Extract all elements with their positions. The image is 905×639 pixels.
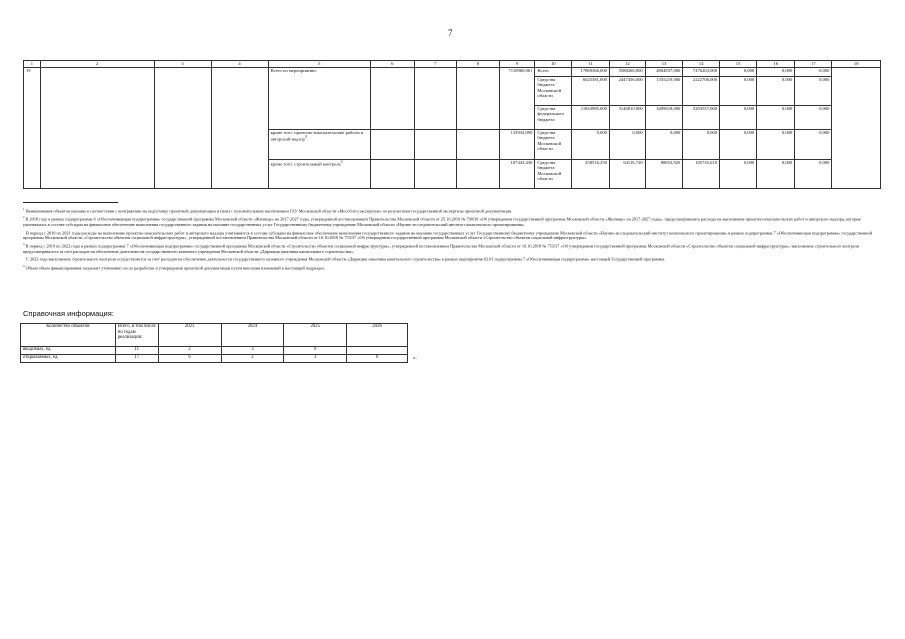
footnote [23, 264, 885, 271]
footnote-marker: 3 [304, 135, 307, 140]
footnote [23, 215, 885, 227]
control-label-text: кроме того: строительный контроль [270, 161, 341, 167]
empty-cell [211, 68, 268, 189]
reference-row-label: открываемых, ед. [21, 355, 116, 363]
amount-cell: 0,000 [795, 160, 832, 189]
footnote [23, 207, 885, 214]
footnote-divider [23, 202, 118, 203]
amount-cell: 0,000 [795, 68, 832, 77]
amount-cell: 5203557,000 [683, 106, 720, 130]
amount-cell: 0,000 [645, 130, 683, 160]
design-label-text: кроме того: проектно-изыскательские работы и авторский надзор [270, 130, 364, 142]
amount-cell: 2447456,000 [609, 77, 645, 106]
column-number: 1 [24, 61, 41, 68]
column-number: 8 [457, 61, 500, 68]
amount-cell: 0,000 [795, 106, 832, 130]
amount-cell: 17869366,000 [572, 68, 610, 77]
amount-cell: 0,000 [757, 106, 795, 130]
funding-table [23, 60, 881, 189]
footnotes [23, 207, 885, 272]
column-number: 12 [609, 61, 645, 68]
reference-cell: 6 [284, 347, 347, 355]
column-number: 10 [535, 61, 572, 68]
funding-source: Средства бюджета Московской области [535, 77, 572, 106]
reference-title: Справочная информация: [23, 309, 114, 318]
amount-cell: 258516,250 [572, 160, 610, 189]
column-number: 15 [720, 61, 757, 68]
amount-cell: 4804837,000 [645, 68, 683, 77]
reference-header: Количество объектов [21, 324, 116, 347]
footnote-number: 1 [23, 207, 25, 211]
empty-cell [370, 68, 414, 130]
design-label [268, 130, 370, 160]
amount-cell: 88653,920 [645, 160, 683, 189]
closing-quote-mark: ». [413, 356, 417, 361]
amount-cell: 3140810,000 [609, 106, 645, 130]
column-number: 17 [795, 61, 832, 68]
reference-table [20, 323, 408, 363]
reference-header: 2026 [347, 324, 408, 347]
funding-source: Средства бюджета Московской области [535, 130, 572, 160]
column-number: 3 [154, 61, 211, 68]
table-row [24, 68, 881, 77]
footnote-text: С 2023 года выполнение строительного контроля осуществляется за счет расходов на обеспечение деятельности государственного казенного учреждения Московской области «Дирекция заказчика капитального строительства» в рамках мероприятия 02.01 подпрограммы 7 «Обеспечивающая подпрограмма» настоящей Государственной программы. [26, 256, 666, 262]
reference-cell: 17 [115, 355, 158, 363]
column-number: 5 [268, 61, 370, 68]
amount-cell: 0,000 [720, 106, 757, 130]
reference-cell: 2 [221, 355, 284, 363]
reference-cell: 6 [158, 355, 221, 363]
control-value: 107443,430 [499, 160, 535, 189]
reference-header: Всего, в том числе по годам реализации: [115, 324, 158, 347]
column-number: 18 [832, 61, 881, 68]
empty-cell [154, 68, 211, 189]
column-number-row [24, 61, 881, 68]
control-label [268, 160, 370, 189]
table-row [21, 355, 408, 363]
amount-cell: 11843985,000 [572, 106, 610, 130]
amount-cell: 105745,610 [683, 160, 720, 189]
funding-source: Всего [535, 68, 572, 77]
amount-cell: 5588266,000 [609, 68, 645, 77]
empty-cell [40, 68, 154, 189]
funding-source: Средства федерального бюджета [535, 106, 572, 130]
column-number: 4 [211, 61, 268, 68]
footnote [23, 255, 885, 262]
column-number: 13 [645, 61, 683, 68]
amount-cell: 6025381,000 [572, 77, 610, 106]
amount-cell: 0,000 [683, 130, 720, 160]
reference-cell: 11 [115, 347, 158, 355]
reference-cell: 6 [347, 355, 408, 363]
amount-cell: 0,000 [757, 68, 795, 77]
footnote-number: 4 [23, 263, 25, 268]
empty-cell [457, 160, 500, 189]
footnote-text: Наименования объектов указаны в соответствии с контрактами на подготовку проектной документации и (или) с положительным заключением ГАУ Московской области «Мособлгосэкспертиза» по результатам государственной экспертизы проектной документации. [25, 208, 513, 214]
footnote-text: Объем объем финансирования подлежит уточнению после разработки и утверждения проектной документации путем внесения изменений в настоящий подраздел. [25, 265, 326, 271]
amount-cell: 0,000 [720, 77, 757, 106]
amount-cell: 0,000 [720, 68, 757, 77]
column-number: 11 [572, 61, 610, 68]
amount-cell: 3499618,000 [645, 106, 683, 130]
reference-cell: 2 [158, 347, 221, 355]
amount-cell: 0,000 [720, 160, 757, 189]
amount-cell: 0,000 [609, 130, 645, 160]
footnote-marker: 3 [340, 160, 343, 164]
design-value: 133934,090 [499, 130, 535, 160]
total-value: 7110960,061 [499, 68, 535, 130]
empty-cell [370, 160, 414, 189]
footnote-text: В период с 2019 по 2021 годы расходы на выполнение проектно-изыскательских работ и авторского надзора учитываются в составе субсидии на финансовое обеспечение выполнения государственного задания на оказание государственных услуг Государственному бюджетному учреждению Московской области «Научно-исследовательский институт комплексного проектирования» в рамках подпрограммы 7 «Обеспечивающая подпрограмма» государственной программы Московской области «Строительство объектов социальной инфраструктуры», утвержденной постановлением Правительства Московской области от 16.10.2018 № 753/37 «Об утверждении государственной программы Московской области «Строительство объектов социальной инфраструктуры». [23, 230, 872, 241]
empty-cell [414, 68, 457, 130]
column-number: 14 [683, 61, 720, 68]
column-number: 2 [40, 61, 154, 68]
amount-cell: 7476263,000 [683, 68, 720, 77]
footnote [23, 242, 885, 254]
amount-cell: 0,000 [572, 130, 610, 160]
amount-cell: 0,000 [757, 160, 795, 189]
empty-cell [414, 160, 457, 189]
empty-cell [832, 68, 881, 189]
footnote-text: В период с 2019 по 2022 годы в рамках подпрограммы 7 «Обеспечивающая подпрограмма» государственной программы Московской области «Строительство объектов социальной инфраструктуры», утвержденной постановлением Правительства Московской области от 16.10.2018 № 753/37 «Об утверждении государственной программы Московской области «Строительство объектов социальной инфраструктуры», выполнение строительного контроля предусматривалось за счет расходов на обеспечение деятельности государственного казенного учреждения Московской области «Дирекция заказчика капитального строительства». [23, 243, 859, 254]
reference-row-label: вводимых, ед. [21, 347, 116, 355]
amount-cell: 0,000 [720, 130, 757, 160]
amount-cell: 1355219,000 [645, 77, 683, 106]
column-number: 9 [499, 61, 535, 68]
reference-header-row [21, 324, 408, 347]
column-number: 7 [414, 61, 457, 68]
page-number: 7 [448, 28, 453, 38]
empty-cell [370, 130, 414, 160]
empty-cell [457, 68, 500, 130]
funding-source: Средства бюджета Московской области [535, 160, 572, 189]
footnote-number: 3 [23, 242, 25, 247]
footnote-text: В 2018 году в рамках подпрограммы 6 «Обеспечивающая подпрограмма» государственной программы Московской области «Жилище» на 2017-2027 годы, утвержденной постановлением Правительства Московской области от 25.10.2016 № 790/39 «Об утверждении государственной программы Московской области «Жилище» на 2017-2027 годы», предусматривались расходы на выполнение проектно-изыскательских работ и авторского надзора, которые учитывались в составе субсидии на финансовое обеспечение выполнения государственного задания на оказание государственных услуг Государственному бюджетному учреждению Московской области «Научно-исследовательский институт комплексного проектирования». [23, 216, 861, 227]
amount-cell: 0,000 [795, 130, 832, 160]
amount-cell: 0,000 [757, 130, 795, 160]
empty-cell [457, 130, 500, 160]
reference-header: 2023 [158, 324, 221, 347]
footnote [23, 229, 885, 241]
row-number: 19 [24, 68, 41, 189]
reference-header: 2024 [221, 324, 284, 347]
total-label: Всего по мероприятию: [268, 68, 370, 130]
reference-cell: 3 [284, 355, 347, 363]
reference-cell [347, 347, 408, 355]
amount-cell: 64116,720 [609, 160, 645, 189]
reference-header: 2025 [284, 324, 347, 347]
amount-cell: 2222706,000 [683, 77, 720, 106]
amount-cell: 0,000 [795, 77, 832, 106]
column-number: 6 [370, 61, 414, 68]
column-number: 16 [757, 61, 795, 68]
footnote-number: 2 [23, 215, 25, 220]
table-row [21, 347, 408, 355]
reference-cell: 3 [221, 347, 284, 355]
empty-cell [414, 130, 457, 160]
amount-cell: 0,000 [757, 77, 795, 106]
